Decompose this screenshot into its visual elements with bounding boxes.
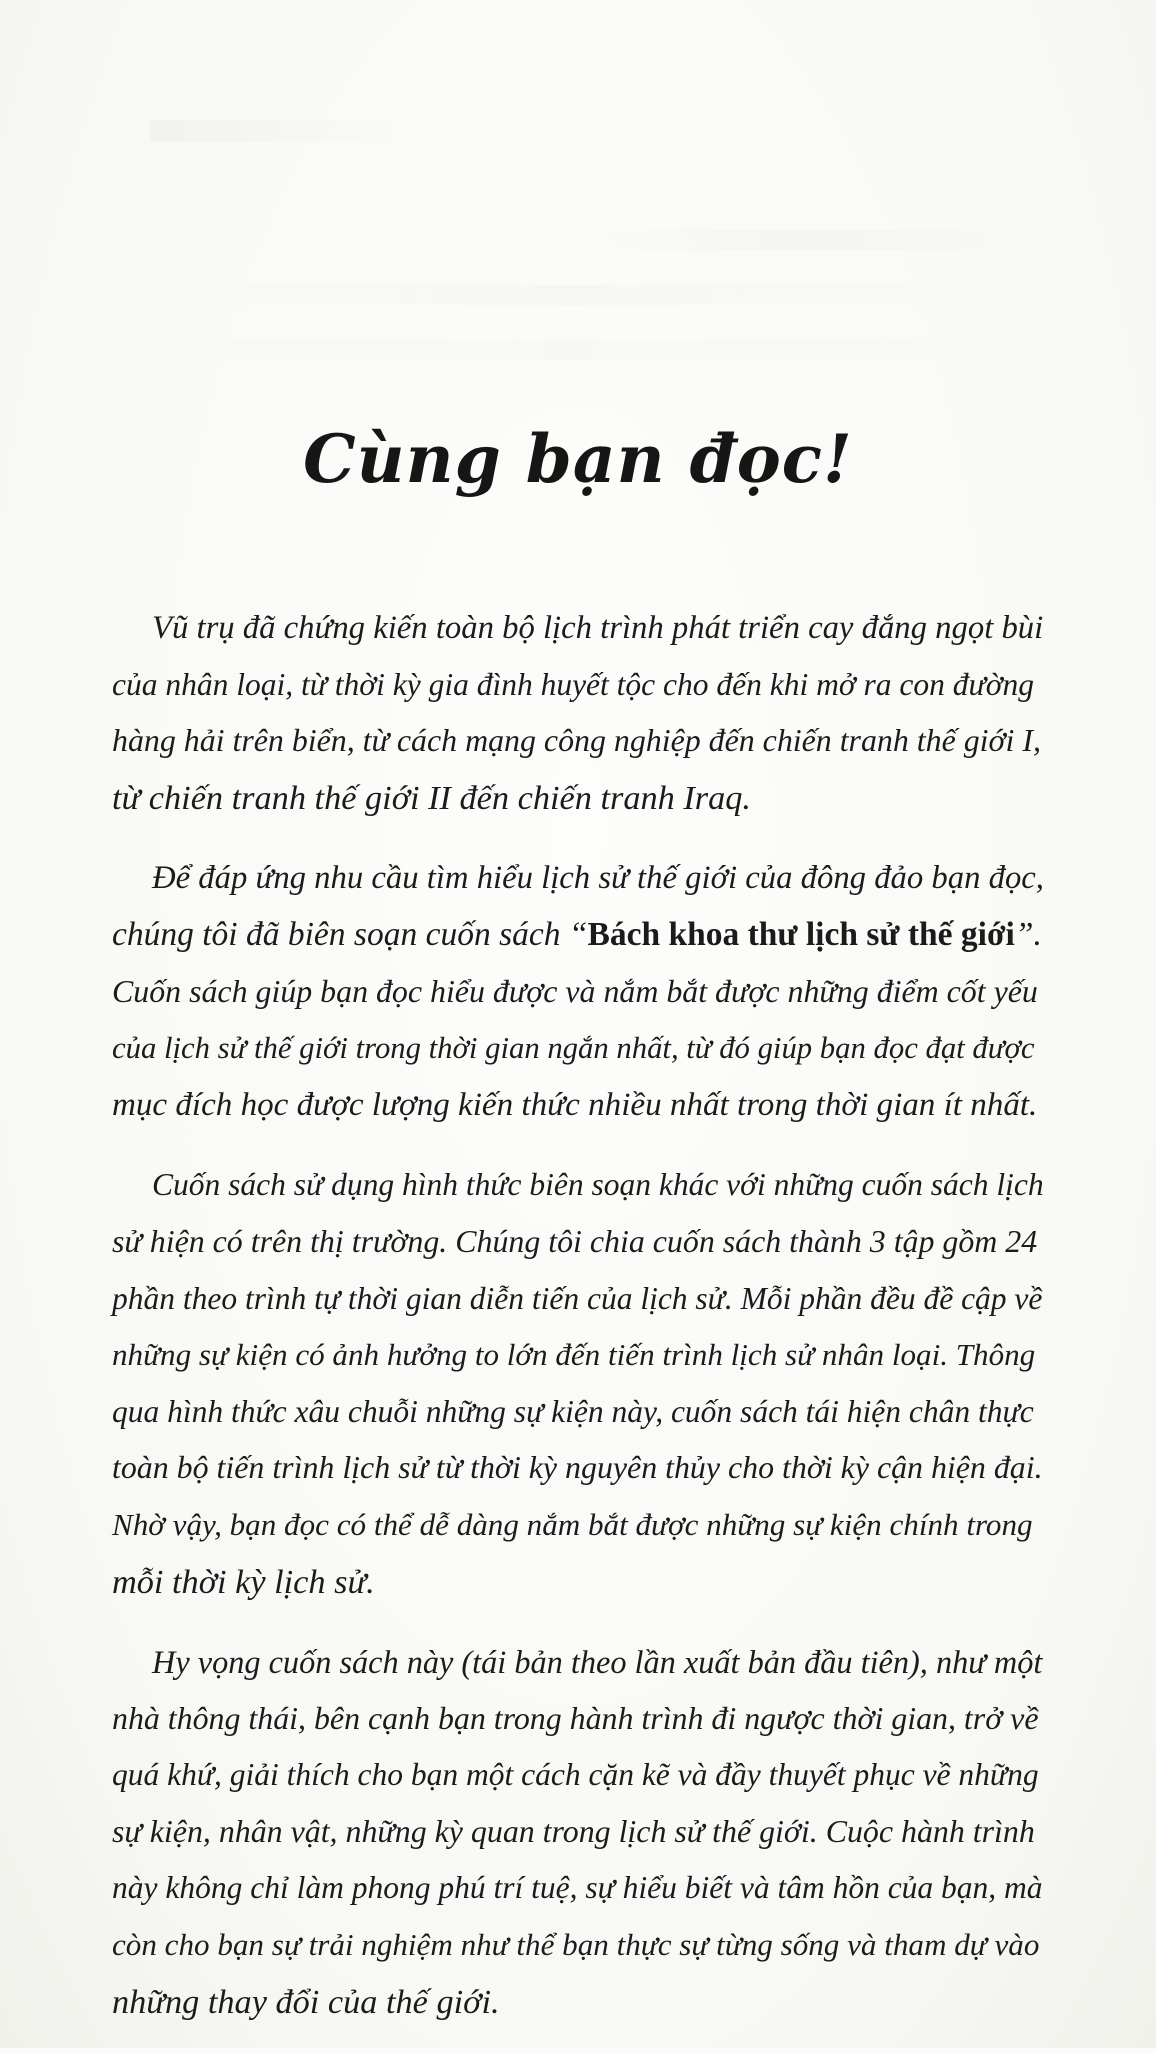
- text-segment: chúng tôi đã biên soạn cuốn sách “: [112, 915, 588, 953]
- text-line: của lịch sử thế giới trong thời gian ngắn nhất, từ đó giúp bạn đọc đạt được: [112, 1031, 1035, 1066]
- text-line: Nhờ vậy, bạn đọc có thể dễ dàng nắm bắt được những sự kiện chính trong: [112, 1506, 1033, 1542]
- bleed-through-shadow: [560, 230, 1040, 250]
- text-line: quá khứ, giải thích cho bạn một cách cặn kẽ và đầy thuyết phục về những: [112, 1757, 1039, 1793]
- text-line: Cuốn sách sử dụng hình thức biên soạn khác với những cuốn sách lịch: [152, 1167, 1044, 1203]
- preface-body: [112, 600, 1044, 2054]
- page-title: Cùng bạn đọc!: [303, 420, 853, 498]
- text-line: nhà thông thái, bên cạnh bạn trong hành trình đi ngược thời gian, trở về: [112, 1700, 1039, 1736]
- text-line: từ chiến tranh thế giới II đến chiến tranh Iraq.: [112, 778, 751, 817]
- text-line: những thay đổi của thế giới.: [112, 1982, 500, 2021]
- text-line: còn cho bạn sự trải nghiệm như thể bạn thực sự từng sống và tham dự vào: [112, 1927, 1040, 1963]
- text-line: mỗi thời kỳ lịch sử.: [112, 1562, 375, 1601]
- text-line: những sự kiện có ảnh hưởng to lớn đến tiến trình lịch sử nhân loại. Thông: [112, 1337, 1036, 1373]
- text-line: này không chỉ làm phong phú trí tuệ, sự hiểu biết và tâm hồn của bạn, mà: [112, 1870, 1043, 1906]
- bleed-through-shadow: [120, 340, 1020, 360]
- text-segment: ”.: [1014, 915, 1042, 953]
- text-line: phần theo trình tự thời gian diễn tiến của lịch sử. Mỗi phần đều đề cập về: [112, 1280, 1043, 1316]
- text-line: Vũ trụ đã chứng kiến toàn bộ lịch trình phát triển cay đắng ngọt bùi: [152, 610, 1044, 646]
- paragraph-1: [112, 600, 1044, 826]
- text-line: của nhân loại, từ thời kỳ gia đình huyết tộc cho đến khi mở ra con đường: [112, 666, 1035, 702]
- text-line: sự kiện, nhân vật, những kỳ quan trong lịch sử thế giới. Cuộc hành trình: [112, 1813, 1035, 1849]
- text-line: hàng hải trên biển, từ cách mạng công nghiệp đến chiến tranh thế giới I,: [112, 723, 1041, 759]
- paragraph-3: [112, 1157, 1044, 1610]
- bleed-through-shadow: [150, 120, 410, 142]
- text-line: toàn bộ tiến trình lịch sử từ thời kỳ nguyên thủy cho thời kỳ cận hiện đại.: [112, 1450, 1043, 1486]
- text-line: Hy vọng cuốn sách này (tái bản theo lần xuất bản đầu tiên), như một: [152, 1644, 1043, 1681]
- text-line: qua hình thức xâu chuỗi những sự kiện này, cuốn sách tái hiện chân thực: [112, 1393, 1034, 1429]
- text-line: [112, 907, 1044, 964]
- paragraph-2: [112, 850, 1044, 1133]
- text-line: mục đích học được lượng kiến thức nhiều nhất trong thời gian ít nhất.: [112, 1086, 1038, 1123]
- paragraph-4: [112, 1634, 1044, 2030]
- text-line: Cuốn sách giúp bạn đọc hiểu được và nắm bắt được những điểm cốt yếu: [112, 973, 1038, 1009]
- text-line: Để đáp ứng nhu cầu tìm hiểu lịch sử thế giới của đông đảo bạn đọc,: [152, 860, 1044, 897]
- book-title: Bách khoa thư lịch sử thế giới: [587, 915, 1015, 953]
- text-line: sử hiện có trên thị trường. Chúng tôi chia cuốn sách thành 3 tập gồm 24: [112, 1223, 1038, 1259]
- bleed-through-shadow: [120, 285, 1020, 305]
